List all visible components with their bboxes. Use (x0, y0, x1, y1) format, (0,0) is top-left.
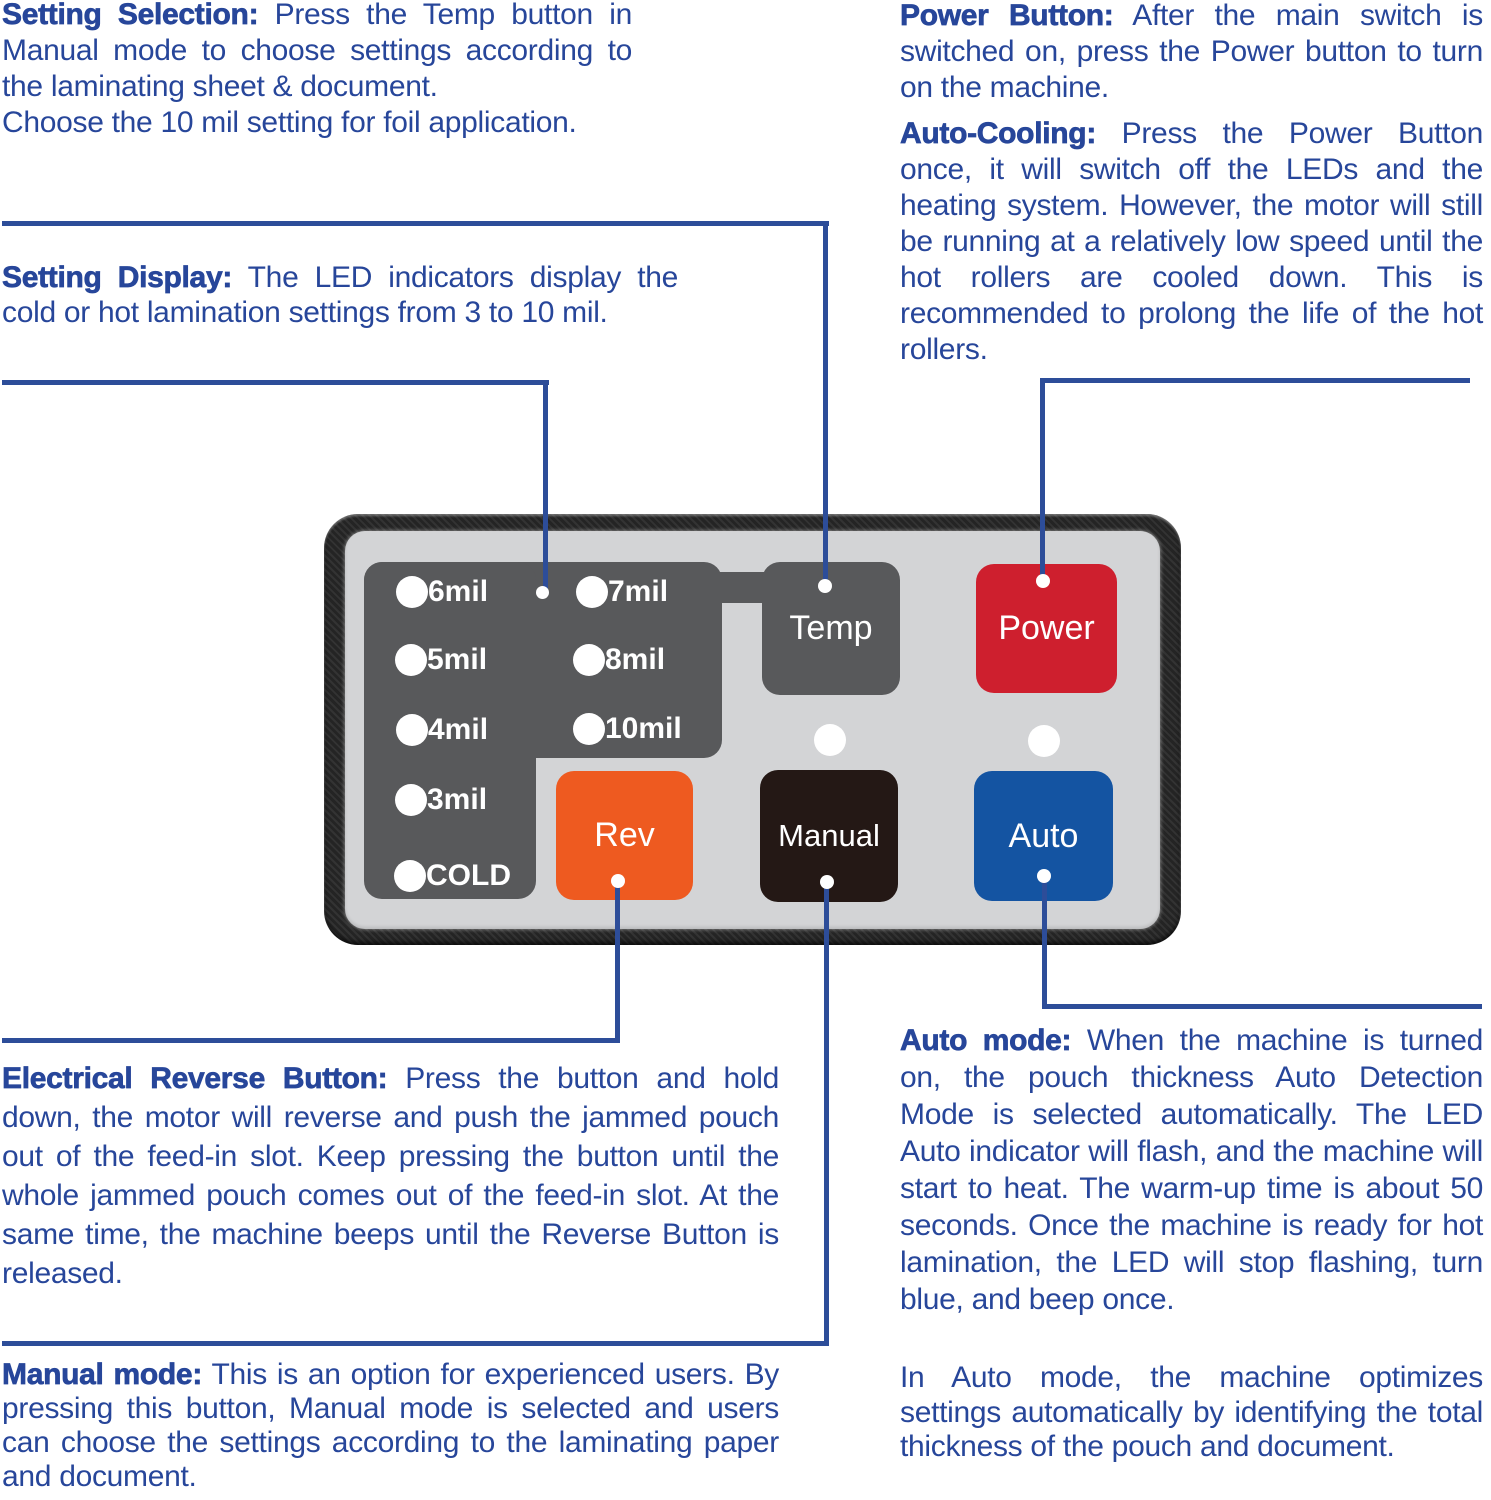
setting-display-body: The LED indicators display the cold or hot lamination settings from 3 to 10 mil. (2, 261, 679, 329)
auto-indicator-led-icon (1028, 725, 1060, 757)
rev-button-label: Rev (594, 816, 655, 854)
power-button-block (900, 0, 1483, 106)
callout-dot-rev (611, 874, 625, 888)
led-label-7mil: 7mil (608, 575, 669, 608)
auto-mode-heading: Auto mode: (900, 1024, 1072, 1057)
led-4mil-icon (396, 714, 428, 746)
setting-selection-block (2, 0, 632, 141)
auto-mode-paragraph (900, 1022, 1483, 1318)
manual-button-label: Manual (778, 818, 880, 853)
power-button-body: After the main switch is switched on, press the Power button to turn on the machine. (900, 0, 1483, 104)
callout-line-setting-display-h (2, 380, 549, 385)
led-label-5mil: 5mil (427, 643, 488, 676)
power-button-label: Power (998, 609, 1095, 647)
callout-dot-auto (1037, 869, 1051, 883)
manual-mode-block (2, 1358, 779, 1494)
auto-cooling-heading: Auto-Cooling: (900, 117, 1097, 150)
led-label-8mil: 8mil (605, 643, 666, 676)
power-button-paragraph (900, 0, 1483, 106)
electrical-reverse-block (2, 1059, 779, 1293)
led-label-10mil: 10mil (605, 712, 682, 745)
callout-line-power-v (1040, 378, 1045, 581)
led-label-cold: COLD (426, 859, 511, 892)
power-button-heading: Power Button: (900, 0, 1114, 32)
callout-line-manual-v (824, 884, 829, 1344)
callout-line-auto-h (1042, 1004, 1482, 1009)
manual-mode-paragraph (2, 1358, 779, 1494)
led-zone-connector (714, 572, 764, 603)
auto-cooling-paragraph (900, 116, 1483, 368)
setting-selection-paragraph (2, 0, 632, 105)
electrical-reverse-body: Press the button and hold down, the motor will reverse and push the jammed pouch out of the feed-in slot. Keep pressing the button until the whole jammed pouch comes out of the feed-in slot. At the same time, the machine beeps until the Reverse Button is released. (2, 1062, 779, 1290)
electrical-reverse-heading: Electrical Reverse Button: (2, 1062, 388, 1095)
callout-dot-power (1036, 574, 1050, 588)
setting-selection-body2: Choose the 10 mil setting for foil application. (2, 106, 577, 139)
manual-mode-heading: Manual mode: (2, 1358, 203, 1391)
auto-mode-extra-paragraph (900, 1361, 1483, 1465)
auto-button-label: Auto (1008, 816, 1079, 855)
callout-line-power-h (1040, 378, 1470, 383)
callout-line-rev-v (615, 883, 620, 1041)
setting-selection-body: Press the Temp button in Manual mode to choose settings according to the laminating sheet & document. (2, 0, 632, 103)
callout-line-setting-display-v (543, 380, 548, 592)
setting-display-paragraph (2, 260, 678, 330)
callout-line-setting-selection-v (823, 221, 828, 585)
setting-display-block (2, 260, 678, 330)
setting-display-heading: Setting Display: (2, 261, 233, 294)
temp-button-label: Temp (789, 609, 873, 647)
auto-mode-extra-block (900, 1361, 1483, 1465)
callout-dot-temp (818, 579, 832, 593)
led-3mil-icon (395, 784, 427, 816)
led-label-3mil: 3mil (427, 783, 488, 816)
callout-line-rev-h (2, 1038, 620, 1043)
callout-line-manual-h (2, 1341, 829, 1346)
led-7mil-icon (576, 576, 608, 608)
auto-mode-extra-body: In Auto mode, the machine optimizes settings automatically by identifying the total thickness of the pouch and document. (900, 1361, 1483, 1463)
auto-cooling-body: Press the Power Button once, it will switch off the LEDs and the heating system. However, the motor will still be running at a relatively low speed until the hot rollers are cooled down. This is recommended to prolong the life of the hot rollers. (900, 117, 1483, 366)
manual-mode-body: This is an option for experienced users. By pressing this button, Manual mode is selected and users can choose the settings according to the laminating paper and document. (2, 1358, 779, 1493)
led-8mil-icon (573, 644, 605, 676)
setting-selection-heading: Setting Selection: (2, 0, 259, 31)
auto-cooling-block (900, 116, 1483, 368)
led-label-6mil: 6mil (428, 575, 489, 608)
callout-dot-manual (820, 875, 834, 889)
led-cold-icon (394, 860, 426, 892)
auto-mode-body: When the machine is turned on, the pouch thickness Auto Detection Mode is selected automatically. The LED Auto indicator will flash, and the machine will start to heat. The warm-up time is about 50 seconds. Once the machine is ready for hot lamination, the LED will stop flashing, turn blue, and beep once. (900, 1024, 1483, 1316)
led-label-4mil: 4mil (428, 713, 489, 746)
callout-line-auto-v (1042, 878, 1047, 1007)
callout-dot-led-zone (536, 586, 549, 599)
led-5mil-icon (395, 644, 427, 676)
setting-selection-paragraph-2 (2, 105, 632, 141)
electrical-reverse-paragraph (2, 1059, 779, 1293)
auto-mode-block (900, 1022, 1483, 1318)
callout-line-setting-selection-h (2, 221, 829, 226)
led-6mil-icon (396, 576, 428, 608)
manual-indicator-led-icon (814, 724, 846, 756)
led-10mil-icon (573, 713, 605, 745)
